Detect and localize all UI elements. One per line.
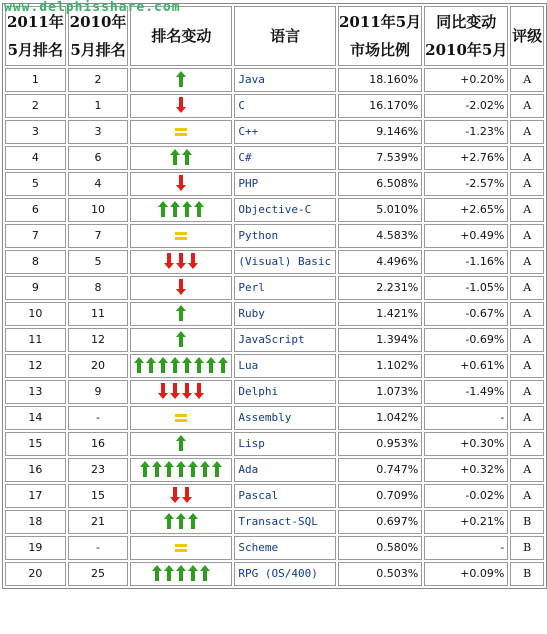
prev-rank-cell: 2 [68,68,129,92]
arrow-down-icon [176,175,186,191]
arrow-up-icon [146,357,156,373]
arrow-down-icon [176,279,186,295]
table-row [5,172,544,196]
rating-cell: A [510,94,544,118]
yoy-change-cell: -2.57% [424,172,508,196]
market-share-cell: 1.102% [338,354,422,378]
rank-change-indicator [164,513,198,529]
rank-change-cell [130,250,232,274]
rank-cell: 18 [5,510,66,534]
rank-change-cell [130,146,232,170]
market-share-cell: 18.160% [338,68,422,92]
yoy-change-cell: -2.02% [424,94,508,118]
language-cell: Ada [234,458,336,482]
rating-cell: A [510,484,544,508]
yoy-change-cell: -1.23% [424,120,508,144]
rank-change-indicator [175,540,187,556]
table-row [5,120,544,144]
arrow-up-icon [200,461,210,477]
rating-cell: A [510,458,544,482]
rank-change-cell [130,406,232,430]
rank-change-cell [130,68,232,92]
prev-rank-cell: 4 [68,172,129,196]
language-cell: Scheme [234,536,336,560]
rank-change-indicator [158,383,204,399]
rank-change-cell [130,510,232,534]
arrow-up-icon [176,513,186,529]
table-row [5,328,544,352]
rating-cell: A [510,68,544,92]
arrow-down-icon [164,253,174,269]
rank-cell: 16 [5,458,66,482]
arrow-up-icon [176,435,186,451]
table-row [5,276,544,300]
yoy-change-cell: -1.16% [424,250,508,274]
prev-rank-cell: 15 [68,484,129,508]
site-watermark: www.delphisshare.com [4,0,181,15]
arrow-up-icon [134,357,144,373]
language-cell: Delphi [234,380,336,404]
rating-cell: A [510,406,544,430]
rank-cell: 19 [5,536,66,560]
table-row [5,380,544,404]
rating-cell: A [510,250,544,274]
market-share-cell: 7.539% [338,146,422,170]
language-ranking-table [2,3,547,589]
rank-change-cell [130,484,232,508]
yoy-change-cell: +2.76% [424,146,508,170]
prev-rank-cell: 7 [68,224,129,248]
language-cell: Transact-SQL [234,510,336,534]
table-row [5,510,544,534]
rank-cell: 17 [5,484,66,508]
arrow-up-icon [176,305,186,321]
arrow-up-icon [164,461,174,477]
arrow-up-icon [188,565,198,581]
rating-cell: A [510,198,544,222]
header-rank-change: 排名变动 [130,6,232,66]
arrow-up-icon [176,461,186,477]
language-cell: Pascal [234,484,336,508]
rank-change-cell [130,328,232,352]
rank-change-cell [130,562,232,586]
rank-cell: 20 [5,562,66,586]
rank-change-indicator [176,279,186,295]
rank-change-cell [130,94,232,118]
rank-change-indicator [158,201,204,217]
rating-cell: A [510,120,544,144]
rank-change-cell [130,172,232,196]
yoy-change-cell: +0.20% [424,68,508,92]
arrow-up-icon [170,357,180,373]
market-share-cell: 0.580% [338,536,422,560]
prev-rank-cell: 3 [68,120,129,144]
rank-cell: 15 [5,432,66,456]
language-cell: RPG (OS/400) [234,562,336,586]
yoy-change-cell: -1.05% [424,276,508,300]
yoy-change-cell: +0.30% [424,432,508,456]
language-cell: Ruby [234,302,336,326]
equal-icon [175,127,187,137]
arrow-down-icon [170,487,180,503]
rating-cell: A [510,172,544,196]
language-cell: C++ [234,120,336,144]
arrow-down-icon [158,383,168,399]
arrow-down-icon [176,97,186,113]
arrow-down-icon [176,253,186,269]
rank-cell: 13 [5,380,66,404]
table-row [5,302,544,326]
language-cell: Java [234,68,336,92]
rank-change-indicator [175,410,187,426]
rating-cell: A [510,276,544,300]
table-row [5,198,544,222]
rank-cell: 9 [5,276,66,300]
rank-cell: 8 [5,250,66,274]
language-cell: Lisp [234,432,336,456]
language-cell: Perl [234,276,336,300]
rank-change-indicator [170,149,192,165]
prev-rank-cell: 12 [68,328,129,352]
prev-rank-cell: 20 [68,354,129,378]
yoy-change-cell: - [424,536,508,560]
market-share-cell: 16.170% [338,94,422,118]
market-share-cell: 4.583% [338,224,422,248]
rank-change-indicator [152,565,210,581]
prev-rank-cell: 1 [68,94,129,118]
prev-rank-cell: 10 [68,198,129,222]
rating-cell: A [510,380,544,404]
arrow-up-icon [218,357,228,373]
arrow-up-icon [164,565,174,581]
rank-change-cell [130,432,232,456]
yoy-change-cell: +2.65% [424,198,508,222]
rank-cell: 6 [5,198,66,222]
language-cell: JavaScript [234,328,336,352]
arrow-up-icon [158,201,168,217]
arrow-up-icon [188,461,198,477]
rating-cell: A [510,224,544,248]
table-header-row [5,6,544,66]
rating-cell: A [510,328,544,352]
yoy-change-cell: -0.02% [424,484,508,508]
market-share-cell: 6.508% [338,172,422,196]
table-row [5,224,544,248]
market-share-cell: 1.042% [338,406,422,430]
arrow-up-icon [182,357,192,373]
rank-cell: 1 [5,68,66,92]
prev-rank-cell: 8 [68,276,129,300]
arrow-up-icon [200,565,210,581]
header-language: 语言 [234,6,336,66]
rating-cell: A [510,354,544,378]
header-rank-2011: 2011年 5月排名 [5,6,66,66]
table-row [5,94,544,118]
rank-change-indicator [140,461,222,477]
ranking-table-wrapper [2,3,547,589]
table-row [5,458,544,482]
arrow-down-icon [182,487,192,503]
header-rank-2010: 2010年 5月排名 [68,6,129,66]
table-row [5,536,544,560]
rank-change-cell [130,276,232,300]
prev-rank-cell: 16 [68,432,129,456]
rank-cell: 12 [5,354,66,378]
market-share-cell: 1.421% [338,302,422,326]
arrow-up-icon [152,565,162,581]
yoy-change-cell: +0.49% [424,224,508,248]
market-share-cell: 9.146% [338,120,422,144]
market-share-cell: 4.496% [338,250,422,274]
language-cell: (Visual) Basic [234,250,336,274]
market-share-cell: 0.503% [338,562,422,586]
rating-cell: A [510,146,544,170]
table-row [5,562,544,586]
rank-change-indicator [170,487,192,503]
arrow-up-icon [140,461,150,477]
rank-change-indicator [176,71,186,87]
header-rating: 评级 [510,6,544,66]
arrow-down-icon [188,253,198,269]
rank-change-cell [130,198,232,222]
language-cell: C# [234,146,336,170]
table-row [5,250,544,274]
rank-cell: 3 [5,120,66,144]
prev-rank-cell: - [68,536,129,560]
market-share-cell: 0.697% [338,510,422,534]
rank-change-indicator [175,124,187,140]
market-share-cell: 5.010% [338,198,422,222]
market-share-cell: 1.394% [338,328,422,352]
arrow-up-icon [152,461,162,477]
language-cell: Lua [234,354,336,378]
arrow-up-icon [182,201,192,217]
arrow-up-icon [170,149,180,165]
arrow-up-icon [176,565,186,581]
equal-icon [175,231,187,241]
rank-change-indicator [164,253,198,269]
language-cell: Objective-C [234,198,336,222]
rank-cell: 4 [5,146,66,170]
arrow-up-icon [212,461,222,477]
rank-change-cell [130,380,232,404]
rank-change-cell [130,458,232,482]
rank-change-cell [130,536,232,560]
arrow-up-icon [182,149,192,165]
arrow-down-icon [170,383,180,399]
rating-cell: A [510,302,544,326]
table-row [5,406,544,430]
rank-change-indicator [134,357,228,373]
rank-change-cell [130,302,232,326]
rank-change-indicator [176,435,186,451]
prev-rank-cell: 5 [68,250,129,274]
rank-cell: 5 [5,172,66,196]
prev-rank-cell: 11 [68,302,129,326]
market-share-cell: 2.231% [338,276,422,300]
market-share-cell: 1.073% [338,380,422,404]
header-yoy-change: 同比变动 2010年5月 [424,6,508,66]
rating-cell: A [510,432,544,456]
rank-cell: 11 [5,328,66,352]
table-row [5,354,544,378]
market-share-cell: 0.709% [338,484,422,508]
prev-rank-cell: 9 [68,380,129,404]
arrow-up-icon [176,331,186,347]
header-market-share: 2011年5月 市场比例 [338,6,422,66]
arrow-up-icon [206,357,216,373]
yoy-change-cell: -0.69% [424,328,508,352]
rank-change-indicator [176,331,186,347]
prev-rank-cell: 21 [68,510,129,534]
arrow-up-icon [188,513,198,529]
language-cell: PHP [234,172,336,196]
prev-rank-cell: 25 [68,562,129,586]
prev-rank-cell: 23 [68,458,129,482]
rank-change-indicator [176,305,186,321]
rating-cell: B [510,536,544,560]
yoy-change-cell: -0.67% [424,302,508,326]
arrow-up-icon [194,201,204,217]
arrow-up-icon [176,71,186,87]
arrow-up-icon [170,201,180,217]
rating-cell: B [510,510,544,534]
language-cell: C [234,94,336,118]
prev-rank-cell: 6 [68,146,129,170]
rank-change-cell [130,354,232,378]
rank-change-cell [130,224,232,248]
rank-change-indicator [176,175,186,191]
arrow-up-icon [194,357,204,373]
yoy-change-cell: +0.21% [424,510,508,534]
yoy-change-cell: - [424,406,508,430]
table-row [5,146,544,170]
rank-change-indicator [176,97,186,113]
rank-cell: 10 [5,302,66,326]
language-cell: Python [234,224,336,248]
arrow-down-icon [182,383,192,399]
arrow-down-icon [194,383,204,399]
language-cell: Assembly [234,406,336,430]
table-row [5,484,544,508]
rank-cell: 2 [5,94,66,118]
table-row [5,68,544,92]
arrow-up-icon [164,513,174,529]
arrow-up-icon [158,357,168,373]
yoy-change-cell: +0.32% [424,458,508,482]
equal-icon [175,413,187,423]
rank-cell: 14 [5,406,66,430]
rank-change-cell [130,120,232,144]
yoy-change-cell: -1.49% [424,380,508,404]
rank-cell: 7 [5,224,66,248]
market-share-cell: 0.747% [338,458,422,482]
yoy-change-cell: +0.61% [424,354,508,378]
rating-cell: B [510,562,544,586]
prev-rank-cell: - [68,406,129,430]
table-row [5,432,544,456]
yoy-change-cell: +0.09% [424,562,508,586]
market-share-cell: 0.953% [338,432,422,456]
equal-icon [175,543,187,553]
rank-change-indicator [175,228,187,244]
